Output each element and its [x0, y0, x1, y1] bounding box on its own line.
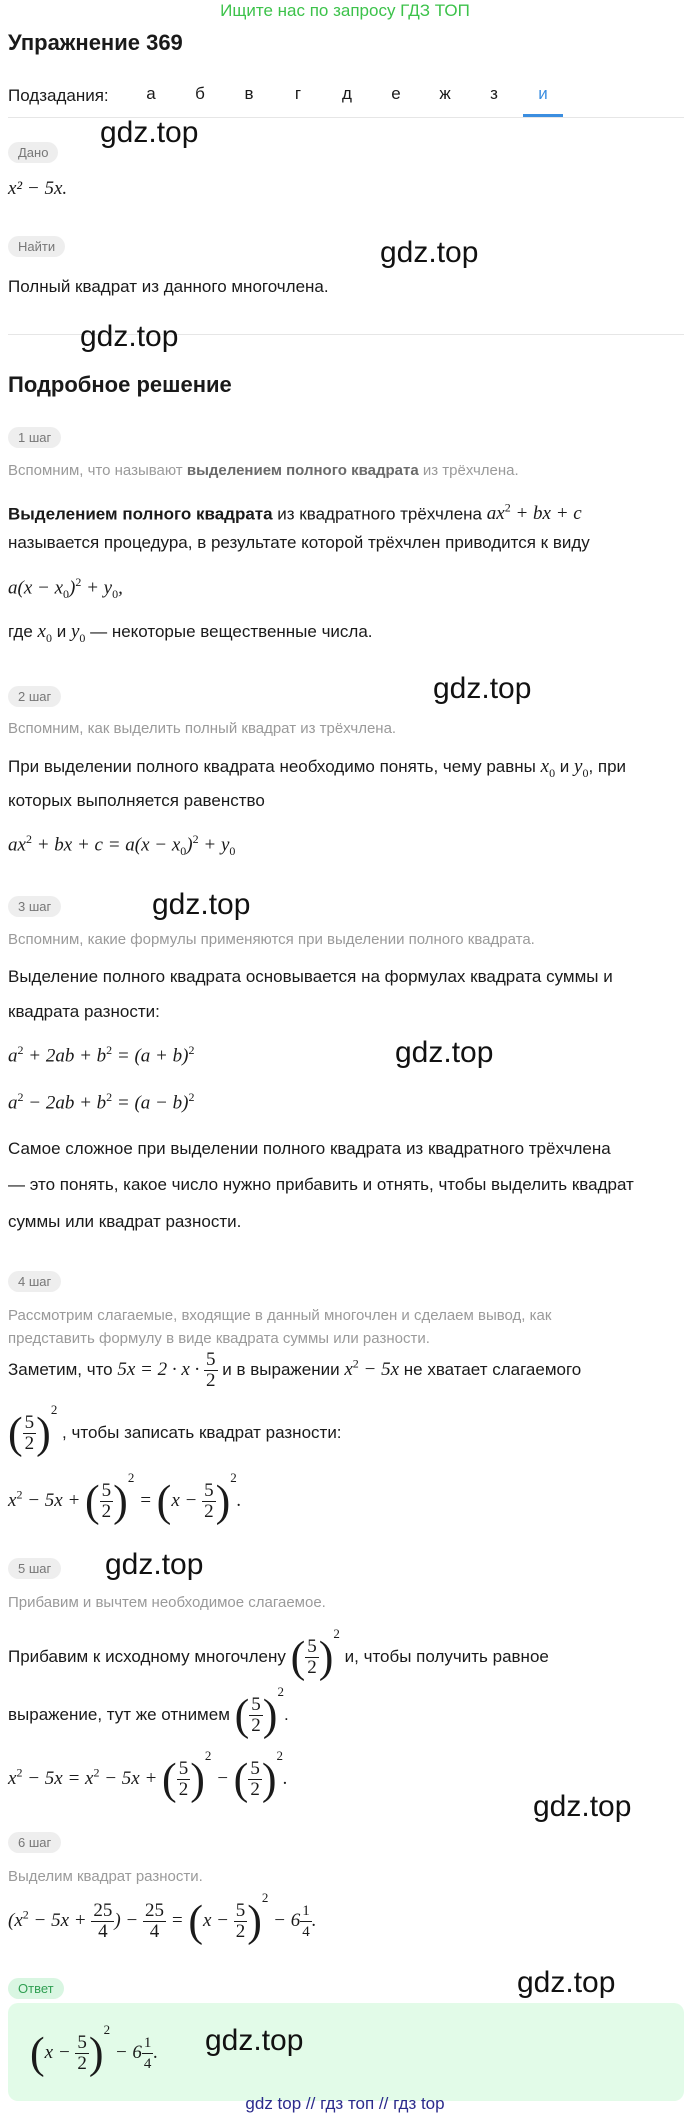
subtask-z[interactable]: з [490, 84, 498, 103]
find-text: Полный квадрат из данного многочлена. [8, 277, 329, 296]
step4-hint1: Рассмотрим слагаемые, входящие в данный многочлен и сделаем вывод, как [8, 1307, 552, 1324]
subtasks-nav [8, 84, 684, 118]
given-expression: x² − 5x. [8, 178, 68, 199]
step4-line2: ( $\frac{5}{2}$ )$^2$ , чтобы записать квадрат разности: [8, 1402, 342, 1458]
watermark: gdz.top [152, 888, 251, 921]
step3-formula2: $a^2 - 2ab + b^2 = (a - b)^2$ [8, 1090, 195, 1114]
watermark: gdz.top [395, 1036, 494, 1069]
subtasks-label: Подзадания: [8, 86, 109, 105]
subtask-i[interactable]: и [523, 84, 563, 117]
watermark: gdz.top [433, 672, 532, 705]
step5-pill: 5 шаг [8, 1558, 61, 1579]
step3-line7: суммы или квадрат разности. [8, 1212, 242, 1231]
subtask-e[interactable]: е [391, 84, 401, 103]
step2-formula: $ax^2$ + bx + $c = a(x - x_0)^2 + y_0$ [8, 832, 236, 859]
step3-hint: Вспомним, какие формулы применяются при выделении полного квадрата. [8, 931, 535, 948]
step1-line4: где $x_0$ и $y_0$ — некоторые вещественные числа. [8, 621, 373, 645]
step5-line2: выражение, тут же отнимем ( $\frac{5}{2}$ )$^2$. [8, 1684, 289, 1740]
step6-formula: ($x^2 - 5x$ + $\frac{25}{4}$ ) − $\frac{25}{4}$ = (x − $\frac{5}{2}$ )$^2$ − 6 $\frac{1}{4}$ . [8, 1890, 317, 1946]
step5-line1: Прибавим к исходному многочлену ( $\frac{5}{2}$ )$^2$ и, чтобы получить равное [8, 1626, 549, 1682]
watermark: gdz.top [100, 116, 199, 149]
step2-line1: При выделении полного квадрата необходимо понять, чему равны $x_0$ и $y_0$, при [8, 756, 627, 780]
step2-pill: 2 шаг [8, 686, 61, 707]
step4-hint2: представить формулу в виде квадрата суммы или разности. [8, 1330, 430, 1347]
subtask-g[interactable]: г [294, 84, 302, 103]
step1-line1: Выделением полного квадрата из квадратного трёхчлена $ax^2$ + bx + c [8, 501, 582, 525]
watermark: gdz.top [517, 1966, 616, 1999]
subtask-b[interactable]: б [195, 84, 205, 103]
step4-formula: $x^2 - 5x$ + ( $\frac{5}{2}$ )$^2$ = (x − $\frac{5}{2}$ )$^2$. [8, 1470, 242, 1526]
step6-pill: 6 шаг [8, 1832, 61, 1853]
watermark: gdz.top [205, 2024, 304, 2057]
step1-pill: 1 шаг [8, 427, 61, 448]
watermark: gdz.top [380, 236, 479, 269]
step1-line2: называется процедура, в результате которой трёхчлен приводится к виду [8, 533, 590, 552]
top-banner: Ищите нас по запросу ГДЗ ТОП [220, 1, 470, 20]
given-pill: Дано [8, 142, 58, 163]
subtask-d[interactable]: д [342, 84, 352, 103]
page-title: Упражнение 369 [8, 30, 183, 55]
step3-line5: Самое сложное при выделении полного квадрата из квадратного трёхчлена [8, 1139, 611, 1158]
step3-formula1: $a^2 + 2ab + b^2 = (a + b)^2$ [8, 1043, 195, 1067]
subtask-a[interactable]: а [146, 84, 156, 103]
step5-hint: Прибавим и вычтем необходимое слагаемое. [8, 1594, 326, 1611]
subtask-v[interactable]: в [244, 84, 254, 103]
answer-formula: (x − $\frac{5}{2}$ )$^2$ − 6 $\frac{1}{4}$ . [30, 2022, 159, 2078]
subtask-zh[interactable]: ж [439, 84, 451, 103]
footer-links[interactable]: gdz top // гдз топ // гдз top [245, 2094, 445, 2113]
step3-line6: — это понять, какое число нужно прибавить и отнять, чтобы выделить квадрат [8, 1175, 634, 1194]
step5-formula: $x^2 - 5x = x^2 - 5x$ + ( $\frac{5}{2}$ )$^2$ − ( $\frac{5}{2}$ )$^2$. [8, 1748, 288, 1804]
step1-formula: $a(x - x_0)^2 + y_0$, [8, 575, 123, 602]
answer-pill: Ответ [8, 1978, 64, 1999]
find-pill: Найти [8, 236, 65, 257]
step1-hint: Вспомним, что называют выделением полного квадрата из трёхчлена. [8, 462, 519, 479]
watermark: gdz.top [105, 1548, 204, 1581]
step2-line2: которых выполняется равенство [8, 791, 265, 810]
watermark: gdz.top [533, 1790, 632, 1823]
step3-line2: квадрата разности: [8, 1002, 160, 1021]
watermark: gdz.top [80, 320, 179, 353]
solution-title: Подробное решение [8, 372, 232, 397]
step4-pill: 4 шаг [8, 1271, 61, 1292]
step3-pill: 3 шаг [8, 896, 61, 917]
step2-hint: Вспомним, как выделить полный квадрат из трёхчлена. [8, 720, 397, 737]
step3-line1: Выделение полного квадрата основывается на формулах квадрата суммы и [8, 967, 613, 986]
step6-hint: Выделим квадрат разности. [8, 1868, 203, 1885]
step4-line1: Заметим, что 5x = 2 · x · $\frac{5}{2}$ и в выражении $x^2 - 5x$ не хватает слагаемого [8, 1349, 582, 1391]
